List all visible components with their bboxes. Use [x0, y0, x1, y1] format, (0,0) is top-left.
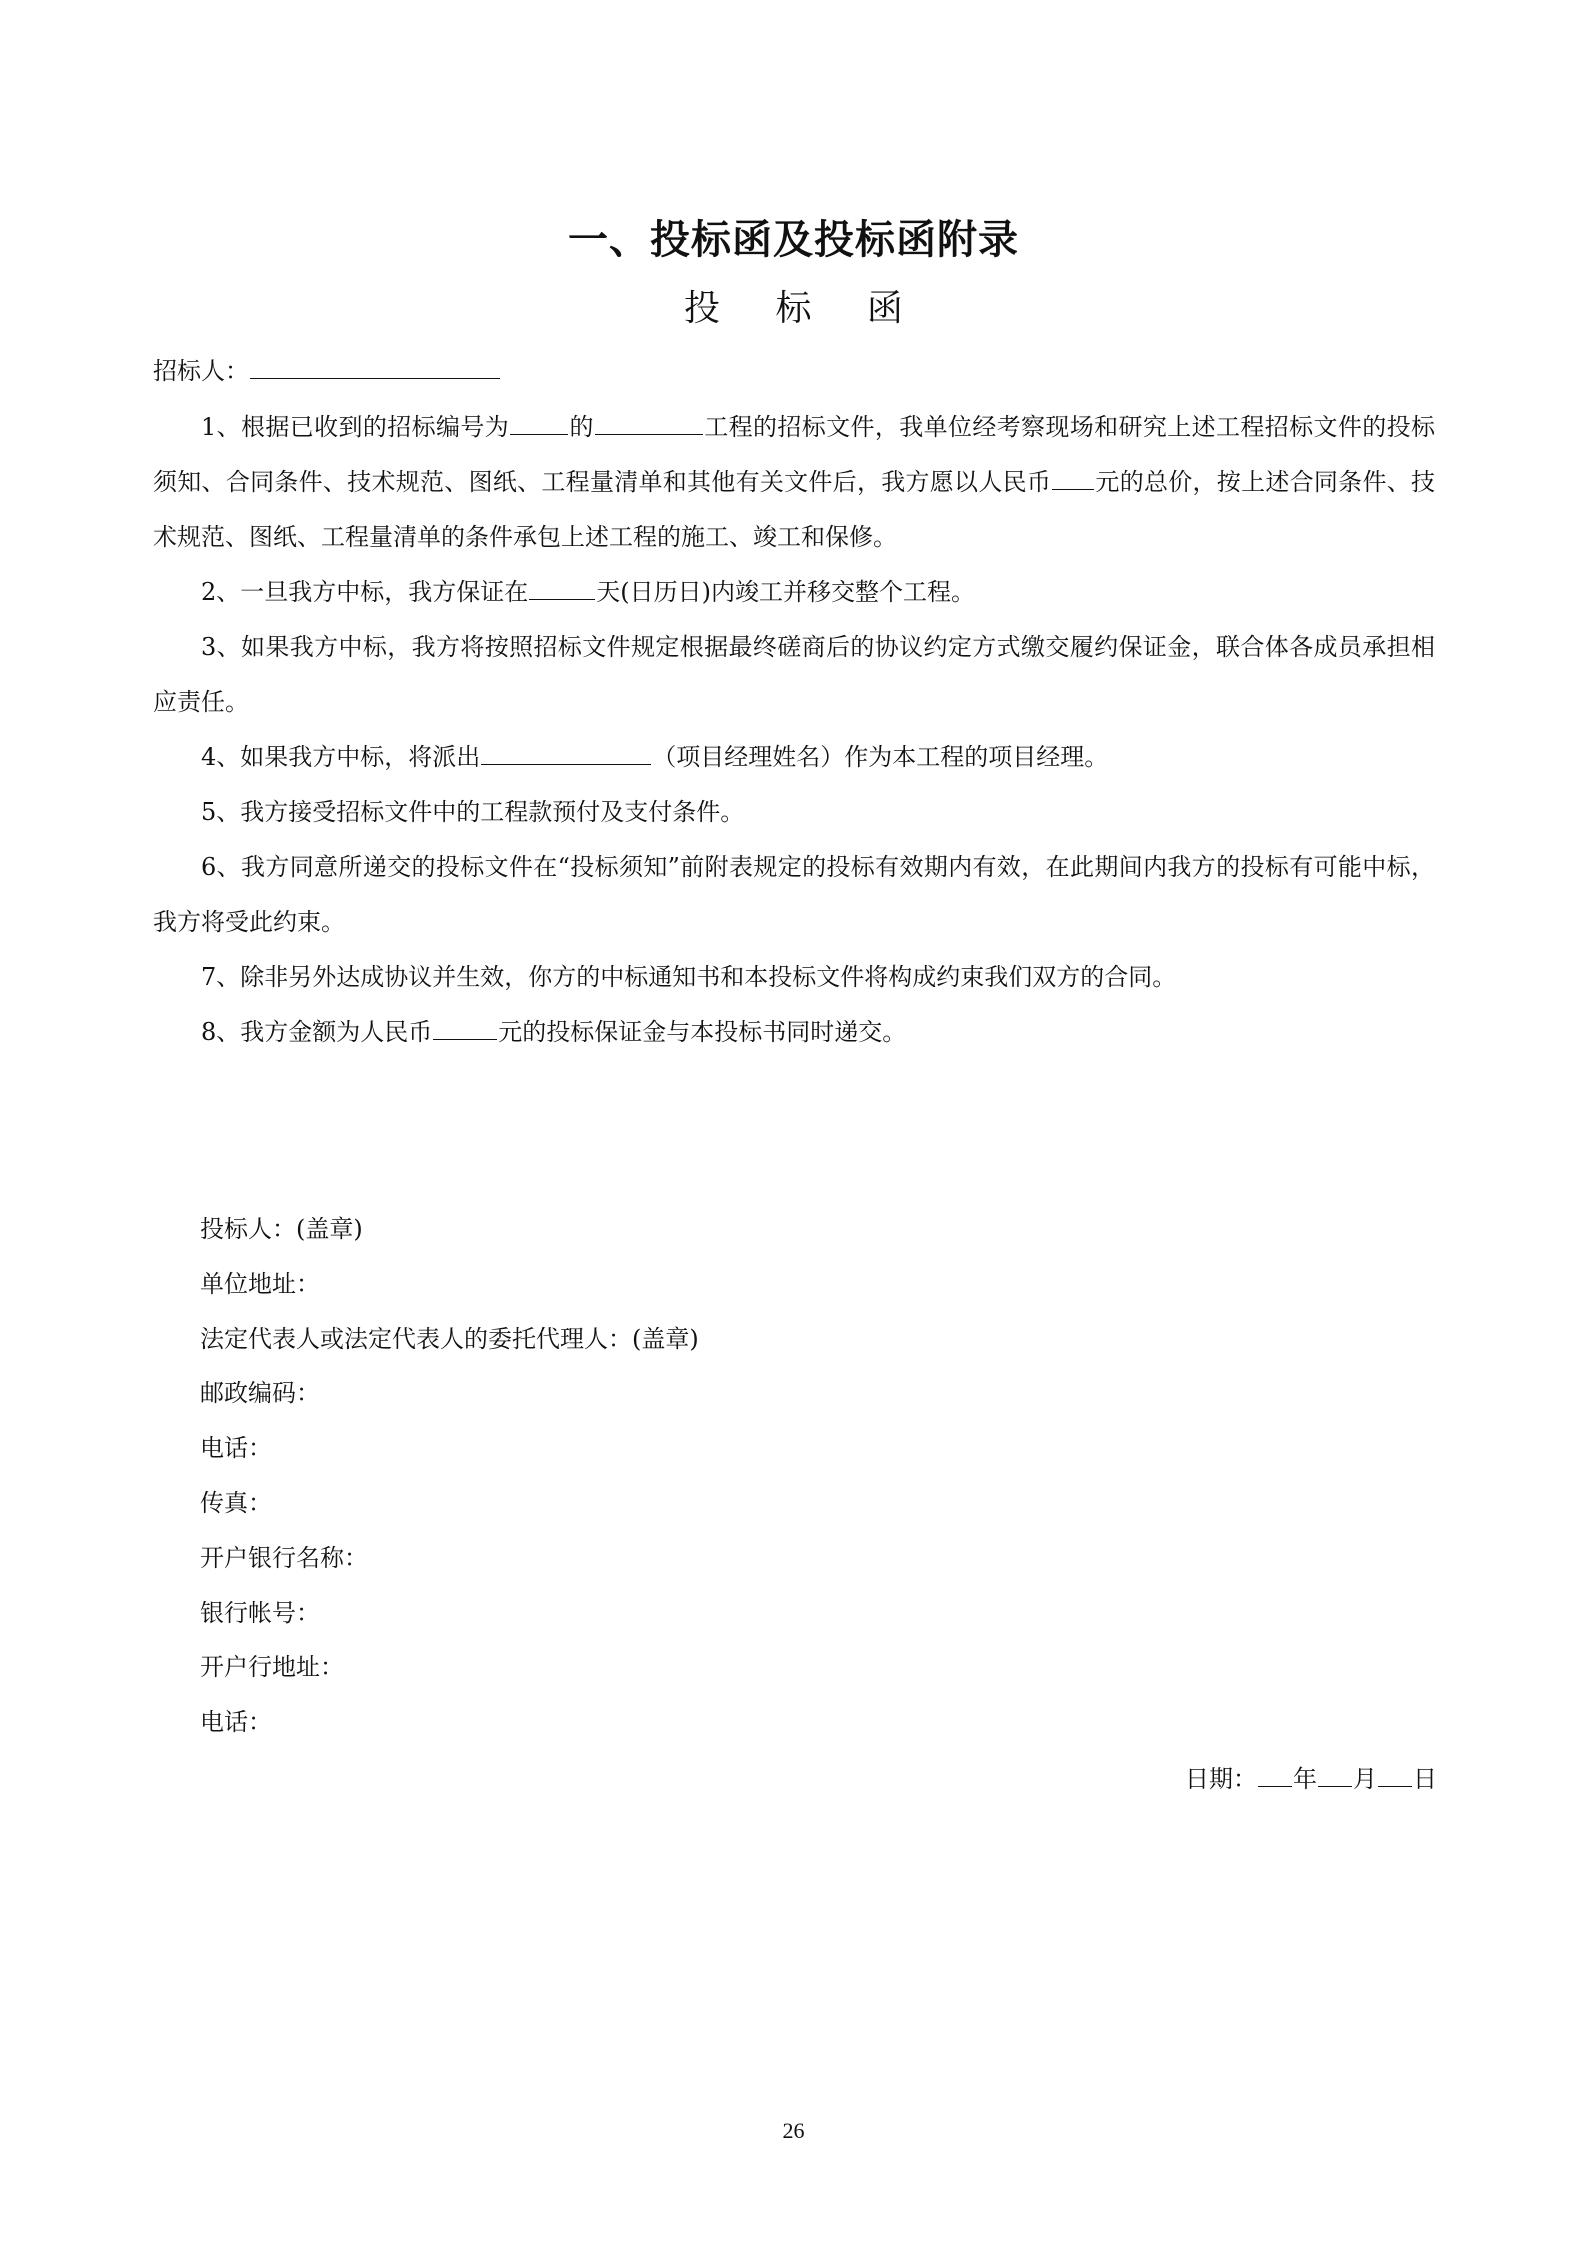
date-line [1185, 1752, 1437, 1806]
clause-1-text-d: 元的总价，按上述合同条件、技术规范、图纸、工程量清单的条件承包上述工程的施工、竣工和保修。 [153, 468, 1435, 551]
sub-title: 投 标 函 [684, 288, 925, 329]
clause-5 [153, 785, 1435, 840]
main-title: 一、投标函及投标函附录 [568, 217, 1019, 263]
bank-account-line: 银行帐号： [200, 1598, 320, 1627]
tender-number-blank [510, 412, 568, 435]
clause-6 [153, 840, 1435, 950]
clause-4-text-a: 4、如果我方中标，将派出 [201, 743, 481, 771]
bank-name-line: 开户银行名称： [200, 1543, 368, 1572]
duration-days-blank [529, 577, 595, 600]
clause-3 [153, 620, 1435, 730]
clause-3-text: 3、如果我方中标，我方将按照招标文件规定根据最终磋商后的协议约定方式缴交履约保证金，联合体各成员承担相应责任。 [153, 633, 1435, 716]
address-line: 单位地址： [200, 1269, 320, 1298]
bidder-seal-line: 投标人：(盖章) [200, 1215, 363, 1243]
representative-line: 法定代表人或法定代表人的委托代理人：(盖章) [200, 1324, 699, 1353]
phone-line: 电话： [200, 1434, 272, 1463]
clause-7-text: 7、除非另外达成协议并生效，你方的中标通知书和本投标文件将构成约束我们双方的合同。 [201, 963, 1177, 991]
clause-6-text: 6、我方同意所递交的投标文件在“投标须知”前附表规定的投标有效期内有效，在此期间内我方的投标有可能中标，我方将受此约束。 [153, 853, 1435, 936]
recipient-label: 招标人： [153, 357, 249, 385]
clause-8-text-b: 元的投标保证金与本投标书同时递交。 [498, 1018, 907, 1046]
fax-line: 传真： [200, 1488, 272, 1517]
clause-5-text: 5、我方接受招标文件中的工程款预付及支付条件。 [201, 798, 745, 826]
recipient-blank [250, 356, 500, 379]
bid-bond-blank [433, 1017, 497, 1040]
clause-1-text-a: 1、根据已收到的招标编号为 [201, 413, 510, 441]
clause-7 [153, 950, 1435, 1005]
phone2-line: 电话： [200, 1708, 272, 1737]
signature-block [200, 1202, 699, 1750]
month-label: 月 [1353, 1765, 1377, 1793]
date-label: 日期： [1185, 1765, 1257, 1793]
clause-8 [153, 1005, 1435, 1060]
day-label: 日 [1413, 1765, 1437, 1793]
project-name-blank [595, 412, 703, 435]
postcode-line: 邮政编码： [200, 1379, 320, 1408]
clauses [153, 400, 1435, 1060]
clause-1-text-b: 的 [569, 413, 594, 441]
bank-address-line: 开户行地址： [200, 1653, 344, 1682]
month-blank [1318, 1764, 1352, 1787]
total-price-blank [1052, 467, 1094, 490]
project-manager-blank [481, 742, 651, 765]
clause-2-text-a: 2、一旦我方中标，我方保证在 [201, 578, 529, 606]
clause-2 [153, 565, 1435, 620]
clause-2-text-b: 天(日历日)内竣工并移交整个工程。 [596, 578, 976, 606]
recipient-line [153, 344, 1435, 399]
year-label: 年 [1293, 1765, 1317, 1793]
page-number: 26 [782, 2118, 805, 2143]
clause-8-text-a: 8、我方金额为人民币 [201, 1018, 433, 1046]
clause-1-text-c: 工程的招标文件，我单位经考察现场和研究上述工程招标文件的投标须知、合同条件、技术规范、图纸、工程量清单和其他有关文件后，我方愿以人民币 [153, 413, 1436, 496]
clause-1 [153, 400, 1435, 565]
day-blank [1378, 1764, 1412, 1787]
clause-4-text-b: （项目经理姓名）作为本工程的项目经理。 [652, 743, 1109, 771]
clause-4 [153, 730, 1435, 785]
year-blank [1258, 1764, 1292, 1787]
